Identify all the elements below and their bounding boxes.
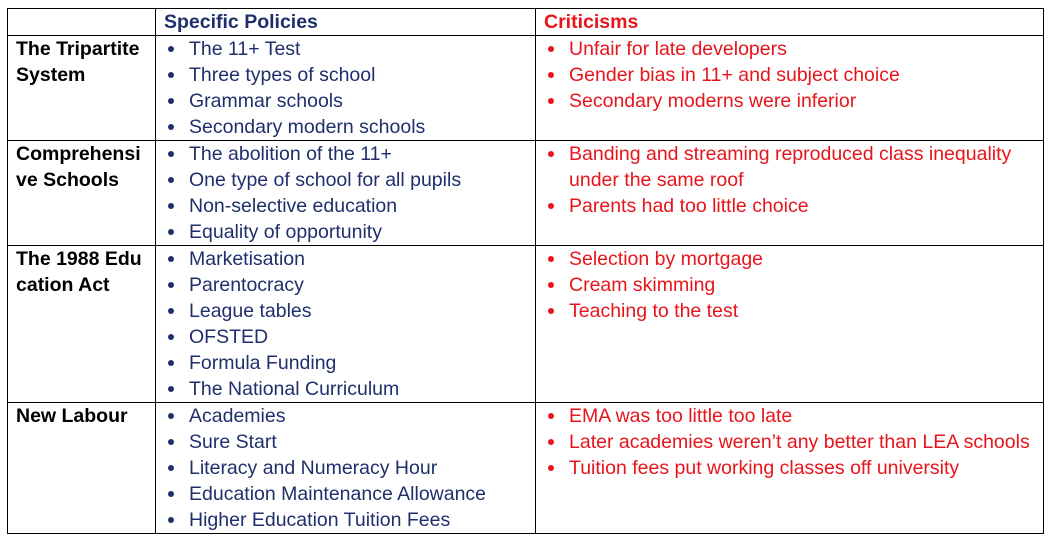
table-row-comprehensive <box>8 141 1044 246</box>
table-row-1988-act <box>8 246 1044 403</box>
policy-item: Equality of opportunity <box>164 219 527 245</box>
row-label: New Labour <box>8 403 156 534</box>
criticisms-cell <box>536 141 1044 246</box>
criticisms-cell <box>536 36 1044 141</box>
header-blank-cell <box>8 9 156 36</box>
criticism-item: Unfair for late developers <box>544 36 1035 62</box>
criticism-item: Gender bias in 11+ and subject choice <box>544 62 1035 88</box>
policies-list <box>164 36 527 140</box>
policies-list <box>164 141 527 245</box>
header-specific-policies: Specific Policies <box>156 9 536 36</box>
criticisms-cell <box>536 403 1044 534</box>
criticism-item: Later academies weren’t any better than LEA schools <box>544 429 1035 455</box>
criticism-item: Banding and streaming reproduced class inequality under the same roof <box>544 141 1035 193</box>
criticisms-cell <box>536 246 1044 403</box>
criticisms-list <box>544 246 1035 324</box>
policy-item: Sure Start <box>164 429 527 455</box>
policy-item: Education Maintenance Allowance <box>164 481 527 507</box>
policy-item: Literacy and Numeracy Hour <box>164 455 527 481</box>
education-policy-table <box>7 8 1044 534</box>
criticism-item: EMA was too little too late <box>544 403 1035 429</box>
policy-item: The National Curriculum <box>164 376 527 402</box>
policy-item: Academies <box>164 403 527 429</box>
policy-item: OFSTED <box>164 324 527 350</box>
criticism-item: Parents had too little choice <box>544 193 1035 219</box>
policies-cell <box>156 36 536 141</box>
criticism-item: Secondary moderns were inferior <box>544 88 1035 114</box>
policies-cell <box>156 246 536 403</box>
policy-item: Secondary modern schools <box>164 114 527 140</box>
policies-list <box>164 403 527 533</box>
criticisms-list <box>544 403 1035 481</box>
criticism-item: Teaching to the test <box>544 298 1035 324</box>
row-label: The Tripartite System <box>8 36 156 141</box>
policy-item: Marketisation <box>164 246 527 272</box>
criticisms-list <box>544 141 1035 219</box>
policy-item: The abolition of the 11+ <box>164 141 527 167</box>
policy-item: Formula Funding <box>164 350 527 376</box>
table-row-new-labour <box>8 403 1044 534</box>
header-criticisms: Criticisms <box>536 9 1044 36</box>
header-row <box>8 9 1044 36</box>
criticisms-list <box>544 36 1035 114</box>
policies-cell <box>156 403 536 534</box>
criticism-item: Cream skimming <box>544 272 1035 298</box>
policy-item: Parentocracy <box>164 272 527 298</box>
row-label: Comprehensive Schools <box>8 141 156 246</box>
policy-item: Grammar schools <box>164 88 527 114</box>
policy-item: One type of school for all pupils <box>164 167 527 193</box>
policy-item: League tables <box>164 298 527 324</box>
policy-item: Higher Education Tuition Fees <box>164 507 527 533</box>
criticism-item: Tuition fees put working classes off university <box>544 455 1035 481</box>
policy-item: Three types of school <box>164 62 527 88</box>
policy-item: The 11+ Test <box>164 36 527 62</box>
criticism-item: Selection by mortgage <box>544 246 1035 272</box>
policy-item: Non-selective education <box>164 193 527 219</box>
policies-cell <box>156 141 536 246</box>
row-label: The 1988 Education Act <box>8 246 156 403</box>
table-row-tripartite <box>8 36 1044 141</box>
policies-list <box>164 246 527 402</box>
